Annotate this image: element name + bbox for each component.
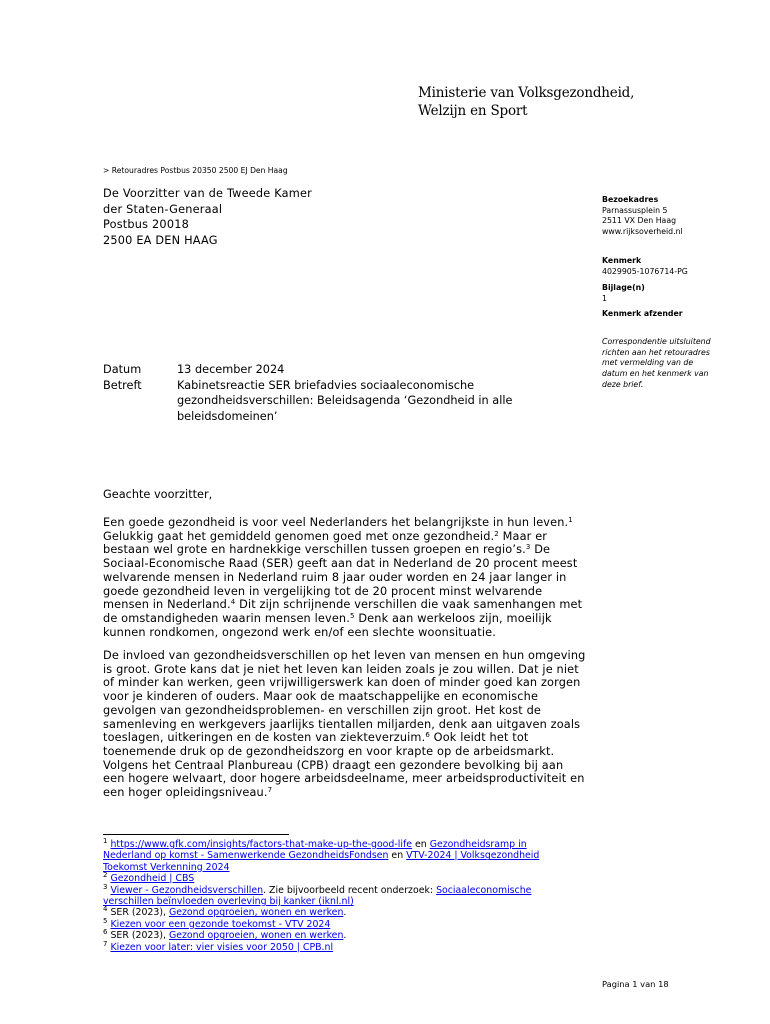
recipient-line: Postbus 20018 [103,218,189,231]
ministry-name-line2: Welzijn en Sport [418,103,528,119]
footnote-text: SER (2023), [107,907,169,919]
footnote-separator [103,834,289,835]
date-label: Datum [103,363,142,376]
ministry-letterhead [418,84,634,120]
note-line: richten aan het retouradres [602,347,710,357]
ministry-name-line1: Ministerie van Volksgezondheid, [418,85,635,101]
reference-value: 4029905-1076714-PG [602,266,688,276]
footnote-link[interactable]: Kiezen voor later: vier visies voor 2050 | CPB.nl [110,941,334,953]
text-line: Denk aan werkeloos zijn, moeilijk [354,611,552,625]
footnote-number: 1 [103,837,108,845]
reference-block [602,256,762,277]
footnote-text: en [388,850,407,862]
body-paragraph-2 [103,649,603,800]
subject-line: Kabinetsreactie SER briefadvies sociaaleconomische [177,378,475,392]
text-line: goede gezondheid leven in vergelijking tot de 20 procent minst welvarende [103,584,543,598]
text-line: kunnen rondkomen, ongezond werk en/of een slechte woonsituatie. [103,625,496,639]
date-row [103,362,512,378]
text-line: een hoger opleidingsniveau. [103,786,268,800]
footnote-link[interactable]: Viewer - Gezondheidsverschillen [110,884,264,896]
recipient-line: der Staten-Generaal [103,202,223,216]
footnote-link[interactable]: Kiezen voor een gezonde toekomst - VTV 2024 [110,918,331,930]
text-line: welvarende mensen in Nederland ruim 8 jaar ouder worden en 24 jaar langer in [103,570,567,584]
footnote-link[interactable]: Gezondheidsramp in [429,839,527,850]
footnote-number: 6 [103,928,108,937]
text-line: een hogere welvaart, door hogere arbeidsdeelname, meer arbeidsproductiviteit en [103,772,585,786]
sender-reference-label: Kenmerk afzender [602,309,683,318]
text-line: toenemende druk op de gezondheidszorg en voor krapte op de arbeidsmarkt. [103,744,555,758]
footnote-text: . Zie bijvoorbeeld recent onderzoek: [263,884,437,896]
text-line: samenleving en werkgevers jaarlijks tientallen miljarden, denk aan uitgaven zoals [103,717,581,731]
footnote-ref: 7 [267,786,273,795]
sender-reference-block [602,309,762,320]
text-line: Maar er [498,529,548,543]
text-line: de omstandigheden waarin mensen leven. [103,611,350,625]
text-line: voor je kinderen of ouders. Maar ook de maatschappelijke en economische [103,690,539,704]
visit-website: www.rijksoverheid.nl [602,227,683,237]
footnote-link[interactable]: Gezond opgroeien, wonen en werken [168,907,344,919]
footnote-number: 7 [103,939,108,948]
note-line: datum en het kenmerk van [602,369,709,379]
footnote-text: . [343,930,347,942]
subject-line: gezondheidsverschillen: Beleidsagenda ‘Gezondheid in alle [177,394,513,407]
reference-label: Kenmerk [602,256,642,265]
footnote-ref: 3 [525,543,531,552]
text-line: gevolgen van gezondheidsproblemen- en verschillen zijn groot. Het kost de [103,703,542,717]
text-line: of minder kan werken, geen vrijwilligerswerk kan doen of minder goed kan zorgen [103,676,581,690]
subject-line: beleidsdomeinen’ [177,409,278,423]
footnote-text: . [343,907,347,919]
footnote-link[interactable]: verschillen beïnvloeden overleving bij kanker (iknl.nl) [103,896,354,908]
footnote-ref: 6 [425,731,430,740]
recipient-line: De Voorzitter van de Tweede Kamer [103,187,312,200]
page-number: Pagina 1 van 18 [602,979,669,989]
subject-row [103,378,512,425]
footnote-text: SER (2023), [107,930,169,942]
footnote-ref: 4 [230,598,236,607]
recipient-address [103,186,312,248]
subject-label: Betreft [103,378,142,392]
footnote-link[interactable]: Gezond opgroeien, wonen en werken [168,930,344,942]
text-line: De invloed van gezondheidsverschillen op het leven van mensen en hun omgeving [103,649,586,662]
date-value: 13 december 2024 [177,363,285,376]
return-address: > Retouradres Postbus 20350 2500 EJ Den Haag [103,166,288,175]
footnote-number: 3 [103,882,108,891]
note-line: deze brief. [602,379,644,389]
footnote-link[interactable]: VTV-2024 | Volksgezondheid [406,850,540,862]
note-line: Correspondentie uitsluitend [602,337,711,346]
text-line: Ook leidt het tot [429,731,529,745]
footnote-link[interactable]: https://www.gfk.com/insights/factors-that-make-up-the-good-life [110,839,413,850]
text-line: mensen in Nederland. [103,598,231,612]
text-line: toeslagen, uitkeringen en de kosten van ziekteverzuim. [103,731,426,745]
footnote-text: en [412,839,430,850]
text-line: Sociaal-Economische Raad (SER) geeft aan dat in Nederland de 20 procent meest [103,557,578,571]
footnotes [103,839,539,953]
footnote-ref: 5 [349,611,355,620]
text-line: Volgens het Centraal Planbureau (CPB) draagt een gezondere bevolking bij aan [103,758,564,772]
footnote-ref: 1 [568,516,573,524]
footnote-link[interactable]: Sociaaleconomische [436,884,532,896]
visit-city: 2511 VX Den Haag [602,216,677,226]
body-paragraph-1 [103,516,603,639]
visit-address-block [602,195,762,238]
text-line: De [530,543,551,557]
salutation: Geachte voorzitter, [103,488,213,501]
text-line: Dit zijn schrijnende verschillen die vaak samenhangen met [235,598,583,612]
letter-meta [103,362,512,424]
footnote-ref: 2 [494,529,499,538]
correspondence-note [602,337,762,391]
attachments-block [602,283,762,304]
footnote-link[interactable]: Gezondheid | CBS [110,873,195,885]
attachments-value: 1 [602,293,607,303]
visit-address-label: Bezoekadres [602,195,659,204]
footnote-link[interactable]: Toekomst Verkenning 2024 [103,861,230,873]
footnote-number: 2 [103,871,108,880]
text-line: Een goede gezondheid is voor veel Nederlanders het belangrijkste in hun leven. [103,516,569,529]
footnote-link[interactable]: Nederland op komst - Samenwerkende GezondheidsFondsen [103,850,389,862]
text-line: is groot. Grote kans dat je niet het leven kan leiden zoals je zou willen. Dat je niet [103,662,579,676]
visit-street: Parnassusplein 5 [602,205,668,215]
attachments-label: Bijlage(n) [602,283,645,292]
note-line: met vermelding van de [602,358,694,368]
recipient-line: 2500 EA DEN HAAG [103,233,218,247]
text-line: bestaan wel grote en hardnekkige verschillen tussen groepen en regio’s. [103,543,526,557]
text-line: Gelukkig gaat het gemiddeld genomen goed met onze gezondheid. [103,529,495,543]
footnote-number: 5 [103,916,108,925]
footnote-number: 4 [103,905,108,914]
